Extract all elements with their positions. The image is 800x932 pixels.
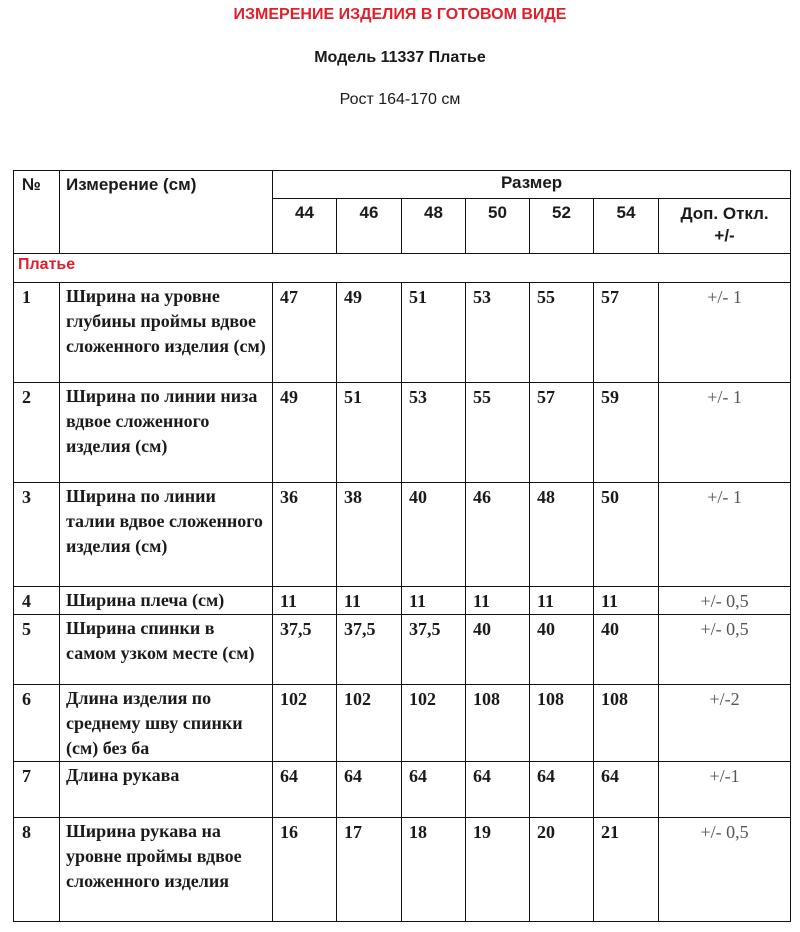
- row-size-value: 102: [273, 685, 337, 762]
- document-title: ИЗМЕРЕНИЕ ИЗДЕЛИЯ В ГОТОВОМ ВИДЕ: [233, 6, 567, 23]
- row-measurement: Ширина по линии низа вдвое сложенного изделия (см): [60, 383, 273, 483]
- row-size-value: 49: [337, 283, 402, 383]
- header-size: 54: [594, 199, 659, 254]
- row-size-value: 108: [594, 685, 659, 762]
- row-tolerance: +/- 1: [659, 483, 791, 587]
- table-row: [14, 587, 791, 615]
- table-row: [14, 762, 791, 818]
- row-measurement: Длина рукава: [60, 762, 273, 818]
- row-number: 8: [14, 818, 60, 922]
- row-number: 7: [14, 762, 60, 818]
- model-name: Модель 11337 Платье: [314, 49, 486, 66]
- header-size: 48: [402, 199, 466, 254]
- row-size-value: 11: [466, 587, 530, 615]
- header-tolerance-line1: Доп. Откл.: [680, 204, 769, 223]
- row-size-value: 11: [402, 587, 466, 615]
- measurements-table: [13, 170, 791, 922]
- height-range: Рост 164-170 см: [339, 91, 461, 108]
- row-measurement: Ширина спинки в самом узком месте (см): [60, 615, 273, 685]
- row-size-value: 37,5: [337, 615, 402, 685]
- row-size-value: 19: [466, 818, 530, 922]
- row-size-value: 64: [273, 762, 337, 818]
- row-tolerance: +/- 0,5: [659, 615, 791, 685]
- row-number: 4: [14, 587, 60, 615]
- row-size-value: 57: [530, 383, 594, 483]
- row-size-value: 17: [337, 818, 402, 922]
- header-size: 46: [337, 199, 402, 254]
- table-row: [14, 818, 791, 922]
- row-size-value: 50: [594, 483, 659, 587]
- row-number: 1: [14, 283, 60, 383]
- row-size-value: 40: [530, 615, 594, 685]
- header-measurement: Измерение (см): [60, 171, 273, 254]
- row-size-value: 40: [466, 615, 530, 685]
- row-size-value: 48: [530, 483, 594, 587]
- header-tolerance: [659, 199, 791, 254]
- row-measurement: Длина изделия по среднему шву спинки (см) без ба: [60, 685, 273, 762]
- row-size-value: 47: [273, 283, 337, 383]
- row-size-value: 11: [273, 587, 337, 615]
- row-size-value: 37,5: [402, 615, 466, 685]
- section-label: Платье: [14, 254, 791, 283]
- header-size: 50: [466, 199, 530, 254]
- row-size-value: 59: [594, 383, 659, 483]
- row-size-value: 64: [402, 762, 466, 818]
- row-size-value: 49: [273, 383, 337, 483]
- header-size: 44: [273, 199, 337, 254]
- table-row: [14, 685, 791, 762]
- row-size-value: 11: [594, 587, 659, 615]
- row-size-value: 57: [594, 283, 659, 383]
- table-row: [14, 483, 791, 587]
- row-tolerance: +/-1: [659, 762, 791, 818]
- row-size-value: 16: [273, 818, 337, 922]
- row-size-value: 53: [402, 383, 466, 483]
- row-tolerance: +/-2: [659, 685, 791, 762]
- table-row: [14, 383, 791, 483]
- row-size-value: 53: [466, 283, 530, 383]
- row-number: 3: [14, 483, 60, 587]
- row-tolerance: +/- 0,5: [659, 587, 791, 615]
- row-measurement: Ширина рукава на уровне проймы вдвое сложенного изделия: [60, 818, 273, 922]
- row-number: 2: [14, 383, 60, 483]
- row-size-value: 64: [337, 762, 402, 818]
- row-size-value: 51: [402, 283, 466, 383]
- header-number: №: [14, 171, 60, 254]
- row-size-value: 108: [466, 685, 530, 762]
- header-size-group: Размер: [273, 171, 791, 199]
- row-number: 5: [14, 615, 60, 685]
- row-size-value: 64: [594, 762, 659, 818]
- row-size-value: 18: [402, 818, 466, 922]
- row-size-value: 55: [466, 383, 530, 483]
- row-size-value: 46: [466, 483, 530, 587]
- row-size-value: 11: [337, 587, 402, 615]
- row-tolerance: +/- 0,5: [659, 818, 791, 922]
- header-tolerance-line2: +/-: [714, 226, 735, 245]
- row-size-value: 36: [273, 483, 337, 587]
- row-size-value: 11: [530, 587, 594, 615]
- row-size-value: 21: [594, 818, 659, 922]
- row-size-value: 40: [594, 615, 659, 685]
- header-size: 52: [530, 199, 594, 254]
- row-size-value: 108: [530, 685, 594, 762]
- row-size-value: 38: [337, 483, 402, 587]
- row-size-value: 40: [402, 483, 466, 587]
- row-tolerance: +/- 1: [659, 383, 791, 483]
- row-size-value: 51: [337, 383, 402, 483]
- row-size-value: 64: [466, 762, 530, 818]
- row-size-value: 102: [337, 685, 402, 762]
- row-size-value: 20: [530, 818, 594, 922]
- section-row: [14, 254, 791, 283]
- row-measurement: Ширина по линии талии вдвое сложенного изделия (см): [60, 483, 273, 587]
- row-number: 6: [14, 685, 60, 762]
- row-measurement: Ширина плеча (см): [60, 587, 273, 615]
- row-size-value: 102: [402, 685, 466, 762]
- row-size-value: 55: [530, 283, 594, 383]
- table-row: [14, 283, 791, 383]
- row-size-value: 64: [530, 762, 594, 818]
- table-row: [14, 615, 791, 685]
- row-measurement: Ширина на уровне глубины проймы вдвое сложенного изделия (см): [60, 283, 273, 383]
- row-tolerance: +/- 1: [659, 283, 791, 383]
- row-size-value: 37,5: [273, 615, 337, 685]
